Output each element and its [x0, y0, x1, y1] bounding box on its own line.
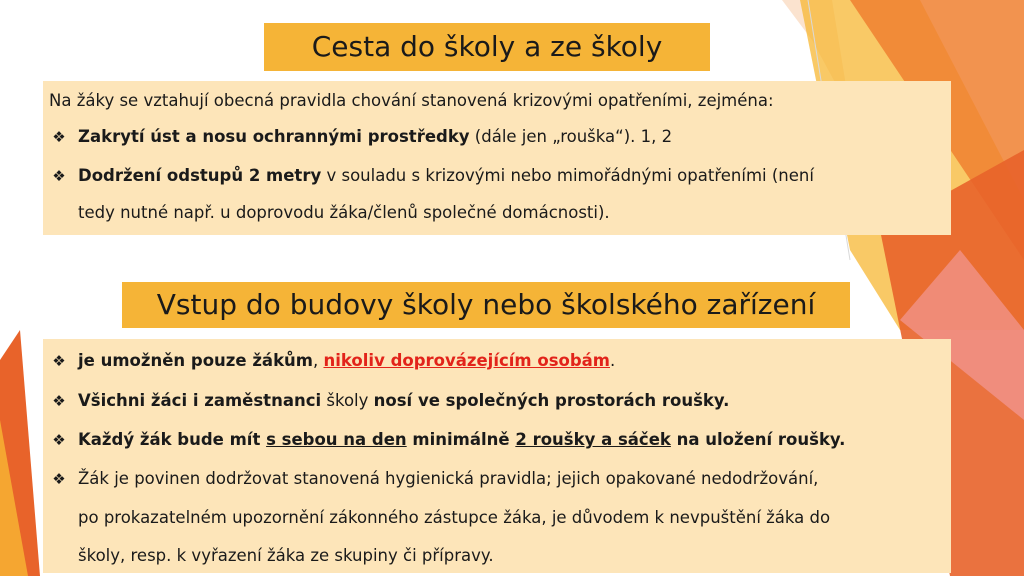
item-text: školy	[321, 391, 374, 410]
item-text: po prokazatelném upozornění zákonného zástupce žáka, je důvodem k nevpuštění žáka do	[78, 508, 831, 527]
item-text: školy, resp. k vyřazení žáka ze skupiny či přípravy.	[78, 546, 494, 565]
item-text: (dále jen „rouška“). 1, 2	[469, 127, 673, 146]
entry-rules-box	[43, 339, 951, 573]
diamond-bullet-icon: ❖	[52, 470, 66, 488]
item-text: Žák je povinen dodržovat stanovená hygienická pravidla; jejich opakované nedodržování,	[78, 469, 819, 488]
diamond-bullet-icon: ❖	[52, 392, 66, 410]
item-text: v souladu s krizovými nebo mimořádnými opatřeními (není	[321, 166, 814, 185]
item-bold-text: na uložení roušky.	[670, 430, 846, 449]
list-item	[43, 429, 951, 451]
item-bold-text: je umožněn pouze žákům	[78, 351, 313, 370]
list-item-continuation	[43, 507, 951, 529]
list-item	[43, 165, 951, 187]
section-title-commute: Cesta do školy a ze školy	[264, 23, 710, 71]
list-item-continuation	[43, 545, 951, 567]
diamond-bullet-icon: ❖	[52, 128, 66, 146]
diamond-bullet-icon: ❖	[52, 431, 66, 449]
item-text: ,	[312, 351, 324, 370]
list-item	[43, 350, 951, 372]
section-title-entry: Vstup do budovy školy nebo školského zařízení	[122, 282, 850, 328]
item-bold-text: nosí ve společných prostorách roušky.	[373, 391, 730, 410]
intro-text: Na žáky se vztahují obecná pravidla chování stanovená krizovými opatřeními, zejména:	[49, 91, 774, 110]
list-item-continuation	[43, 202, 951, 224]
item-bold-text: Zakrytí úst a nosu ochrannými prostředky	[78, 127, 470, 146]
diamond-bullet-icon: ❖	[52, 167, 66, 185]
item-bold-text: Každý žák bude mít	[78, 430, 267, 449]
list-item	[43, 390, 951, 412]
item-bold-text: minimálně	[406, 430, 516, 449]
list-item	[43, 126, 951, 148]
diamond-bullet-icon: ❖	[52, 352, 66, 370]
item-text: tedy nutné např. u doprovodu žáka/členů společné domácnosti).	[78, 203, 610, 222]
underlined-text: 2 roušky a sáček	[515, 430, 671, 449]
item-bold-text: Dodržení odstupů 2 metry	[78, 166, 322, 185]
item-text: .	[610, 351, 616, 370]
highlighted-warning-text: nikoliv doprovázejícím osobám	[323, 351, 610, 370]
list-item	[43, 468, 951, 490]
item-bold-text: Všichni žáci i zaměstnanci	[78, 391, 322, 410]
commute-rules-box	[43, 81, 951, 235]
underlined-text: s sebou na den	[266, 430, 407, 449]
